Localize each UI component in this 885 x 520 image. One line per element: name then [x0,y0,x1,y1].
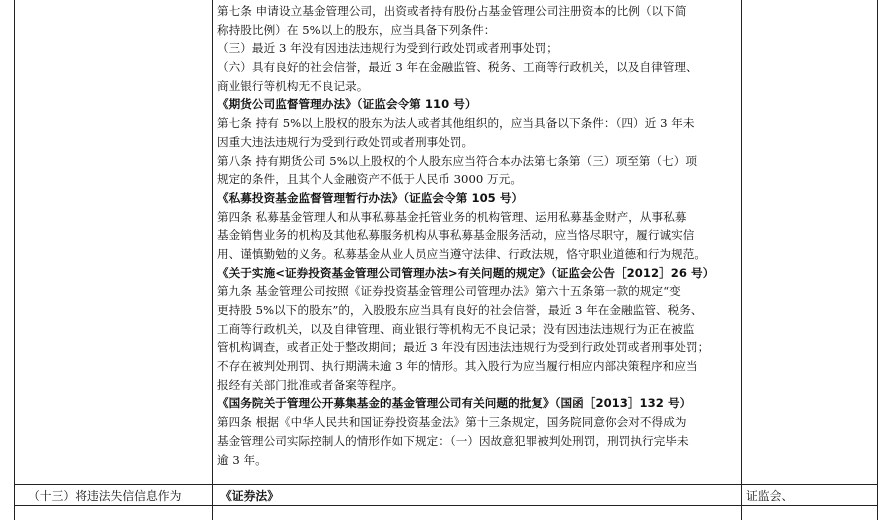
regulation-text-line: 称持股比例）在 5%以上的股东，应当具备下列条件： [217,22,496,37]
item-label-cell: （十三）将违法失信信息作为 [28,489,182,503]
regulation-text-line: 规定的条件，且其个人金融资产不低于人民币 3000 万元。 [217,172,522,187]
table-right-border [877,0,878,520]
regulation-heading: 《国务院关于管理公开募集基金的基金管理公司有关问题的批复》（国函［2013］132 号） [217,396,692,411]
regulation-text-line: 报经有关部门批准或者备案等程序。 [217,377,404,392]
regulation-text-line: 基金管理公司实际控制人的情形作如下规定：（一）因故意犯罪被判处刑罚，刑罚执行完毕未 [217,433,689,448]
regulation-text-line: 第四条 根据《中华人民共和国证券投资基金法》第十三条规定，国务院同意你会对不得成为 [217,415,687,430]
regulation-text-line: （六）具有良好的社会信誉，最近 3 年在金融监管、税务、工商等行政机关，以及自律管理、 [217,60,698,75]
table-column-divider-1 [212,0,213,520]
regulation-text-line: 因重大违法违规行为受到行政处罚或者刑事处罚。 [217,134,474,149]
regulation-text-line: 第七条 持有 5%以上股权的股东为法人或者其他组织的，应当具备以下条件：（四）近 3 年未 [217,116,695,131]
regulation-text-line: 工商等行政机关，以及自律管理、商业银行等机构无不良记录；没有因违法违规行为正在被监 [217,321,695,336]
regulation-heading: 《私募投资基金监督管理暂行办法》（证监会令第 105 号） [217,190,524,205]
regulation-text-line: 不存在被判处刑罚、执行期满未逾 3 年的情形。其入股行为应当履行相应内部决策程序和应当 [217,359,698,374]
regulation-text-line: 第四条 私募基金管理人和从事私募基金托管业务的机构管理、运用私募基金财产，从事私募 [217,209,687,224]
row-separator [14,484,878,485]
authority-cell: 证监会、 [746,489,794,503]
regulation-text-line: （三）最近 3 年没有因违法违规行为受到行政处罚或者刑事处罚； [217,41,558,56]
regulation-text-line: 第七条 申请设立基金管理公司，出资或者持有股份占基金管理公司注册资本的比例（以下简 [217,4,687,18]
regulation-text-line: 基金销售业务的机构及其他私募服务机构从事私募基金服务活动，应当恪尽职守，履行诚实信 [217,228,695,243]
regulation-text-line: 第九条 基金管理公司按照《证券投资基金管理公司管理办法》第六十五条第一款的规定“变 [217,284,681,299]
regulation-text-line: 逾 3 年。 [217,452,267,467]
law-title-cell: 《证券法》 [220,489,279,503]
regulation-heading: 《期货公司监督管理办法》（证监会令第 110 号） [217,97,477,112]
regulation-text-line: 管机构调查，或者正处于整改期间；最近 3 年没有因违法违规行为受到行政处罚或者刑事处罚； [217,340,710,355]
regulation-text-line: 第八条 持有期货公司 5%以上股权的个人股东应当符合本办法第七条第（三）项至第（七）项 [217,153,698,168]
table-column-divider-2 [741,0,742,520]
table-bottom-border [14,505,878,506]
regulation-text-line: 更持股 5%以下的股东”的，入股股东应当具有良好的社会信誉，最近 3 年在金融监管、税务、 [217,303,703,317]
regulation-text-line: 用、谨慎勤勉的义务。私募基金从业人员应当遵守法律、行政法规，恪守职业道德和行为规范。 [217,246,707,261]
table-left-border [14,0,15,520]
regulation-text-cell [217,2,737,469]
regulation-heading: 《关于实施<证券投资基金管理公司管理办法>有关问题的规定》（证监会公告［2012］26 号） [217,265,715,280]
regulation-text-line: 商业银行等机构无不良记录。 [217,78,369,93]
